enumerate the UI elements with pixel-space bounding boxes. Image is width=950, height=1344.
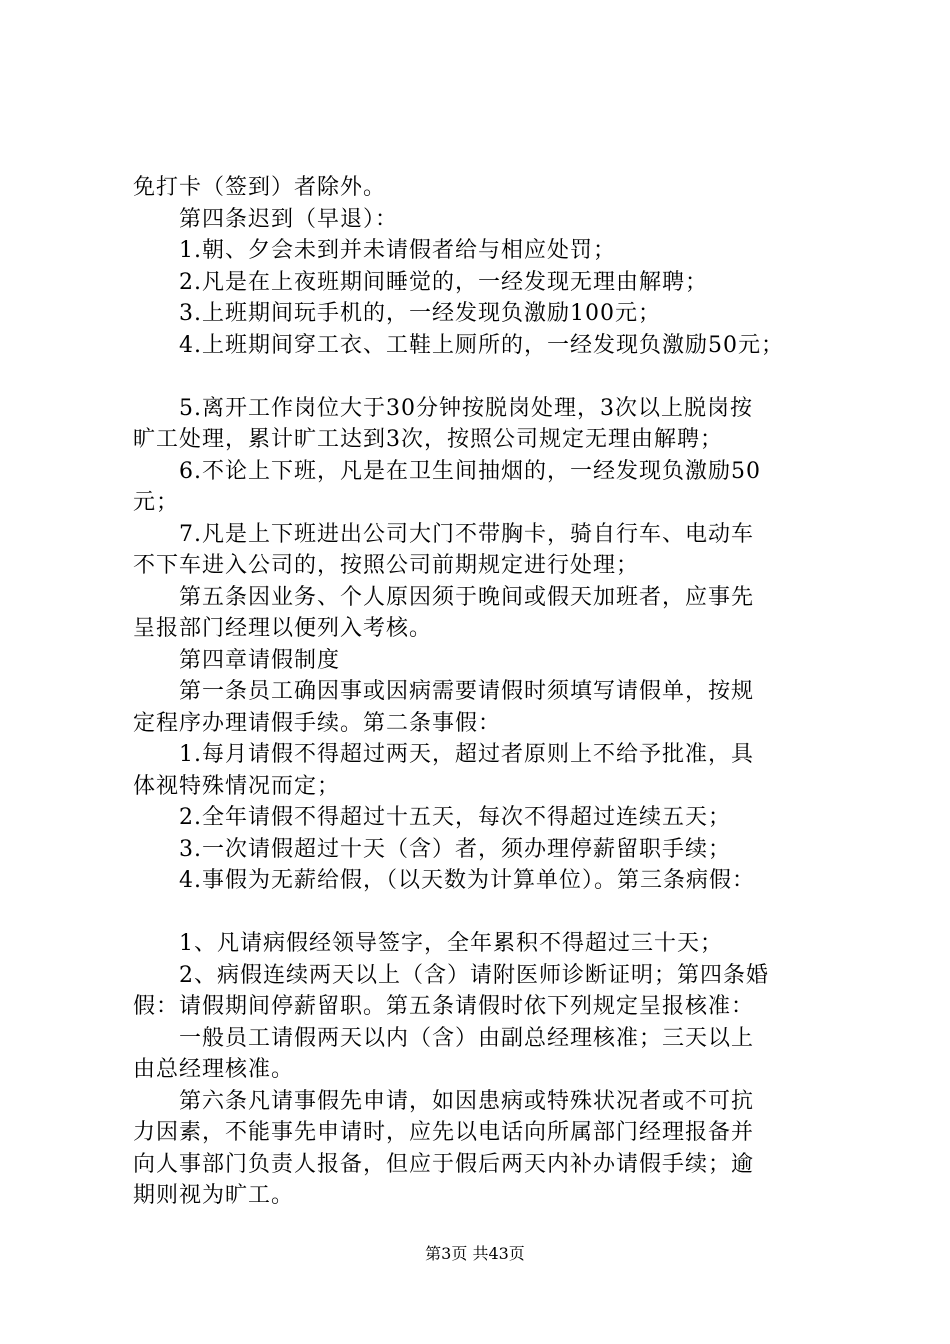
text-line: 4.事假为无薪给假，（以天数为计算单位）。第三条病假： bbox=[179, 868, 755, 893]
text-line: 向人事部门负责人报备，但应于假后两天内补办请假手续；逾 bbox=[133, 1151, 755, 1177]
text-line: 2、病假连续两天以上（含）请附医师诊断证明；第四条婚 bbox=[179, 962, 769, 988]
text-line: 元； bbox=[133, 490, 180, 515]
text-line: 第一条员工确因事或因病需要请假时须填写请假单，按规 bbox=[179, 679, 755, 704]
text-line: 假：请假期间停薪留职。第五条请假时依下列规定呈报核准： bbox=[133, 994, 755, 1019]
text-line: 1、凡请病假经领导签字，全年累积不得超过三十天； bbox=[179, 931, 723, 956]
text-line: 2.全年请假不得超过十五天，每次不得超过连续五天； bbox=[179, 805, 731, 830]
text-line: 力因素，不能事先申请时，应先以电话向所属部门经理报备并 bbox=[133, 1120, 755, 1145]
text-line: 期则视为旷工。 bbox=[133, 1183, 295, 1208]
text-line: 呈报部门经理以便列入考核。 bbox=[133, 616, 433, 641]
text-line: 2.凡是在上夜班期间睡觉的，一经发现无理由解聘； bbox=[179, 269, 708, 295]
text-line: 免打卡（签到）者除外。 bbox=[133, 175, 387, 200]
text-line: 由总经理核准。 bbox=[133, 1057, 295, 1082]
text-line: 第六条凡请事假先申请，如因患病或特殊状况者或不可抗 bbox=[179, 1088, 755, 1114]
text-line: 第五条因业务、个人原因须于晚间或假天加班者，应事先 bbox=[179, 584, 755, 610]
text-line: 体视特殊情况而定； bbox=[133, 773, 341, 799]
text-line: 旷工处理，累计旷工达到3次，按照公司规定无理由解聘； bbox=[133, 427, 723, 452]
text-line: 1.朝、夕会未到并未请假者给与相应处罚； bbox=[179, 238, 616, 263]
document-body bbox=[133, 172, 845, 1212]
text-line: 1.每月请假不得超过两天，超过者原则上不给予批准，具 bbox=[179, 742, 754, 767]
text-line: 5.离开工作岗位大于30分钟按脱岗处理，3次以上脱岗按 bbox=[179, 395, 753, 421]
text-line: 不下车进入公司的，按照公司前期规定进行处理； bbox=[133, 553, 640, 578]
page-footer: 第3页 共43页 bbox=[425, 1244, 525, 1263]
text-line: 6.不论上下班，凡是在卫生间抽烟的，一经发现负激励50 bbox=[179, 458, 761, 484]
text-line: 7.凡是上下班进出公司大门不带胸卡，骑自行车、电动车 bbox=[179, 521, 754, 547]
text-line: 一般员工请假两天以内（含）由副总经理核准；三天以上 bbox=[179, 1025, 755, 1051]
text-line: 定程序办理请假手续。第二条事假： bbox=[133, 710, 502, 736]
text-line: 3.一次请假超过十天（含）者，须办理停薪留职手续； bbox=[179, 836, 731, 862]
text-line: 3.上班期间玩手机的，一经发现负激励100元； bbox=[179, 301, 661, 326]
text-line: 4.上班期间穿工衣、工鞋上厕所的，一经发现负激励50元； bbox=[179, 332, 784, 358]
chapter-heading: 第四章请假制度 bbox=[179, 647, 341, 673]
text-line: 第四条迟到（早退）： bbox=[179, 206, 399, 232]
